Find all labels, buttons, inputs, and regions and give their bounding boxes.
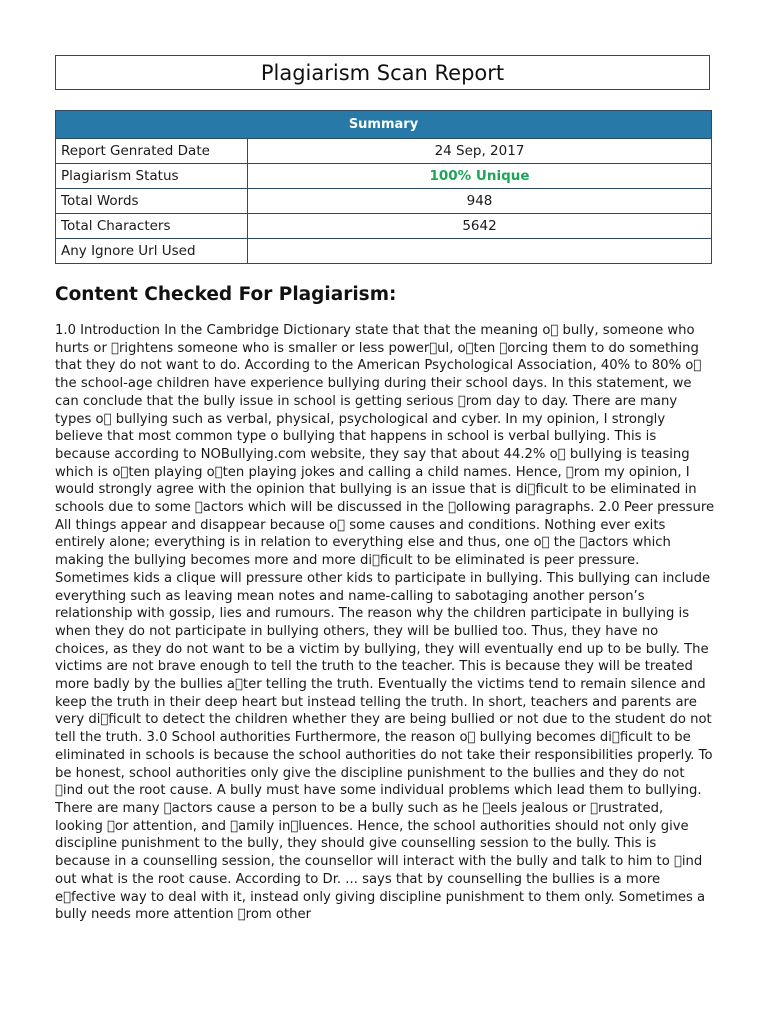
summary-label: Report Genrated Date [56,139,248,164]
summary-row-characters [56,214,712,239]
summary-label: Total Characters [56,214,248,239]
summary-label: Any Ignore Url Used [56,239,248,264]
ignore-url-value [248,239,712,264]
content-body: 1.0 Introduction In the Cambridge Dictionary state that that the meaning o  bully, someone who hurts or  rightens someone who is smaller or less power ul, o ten  orcing them to do something that they do not want to do. According to the American Psychological Association, 40% to 80% o  the school-age children have experience bullying during their school days. In this statement, we can conclude that the bully issue in school is getting serious  rom day to day. There are many types o  bullying such as verbal, physical, psychological and cyber. In my opinion, I strongly believe that most common type o bullying that happens in school is verbal bullying. This is because according to NOBullying.com website, they say that about 44.2% o  bullying is teasing which is o ten playing o ten playing jokes and calling a child names. Hence,  rom my opinion, I would strongly agree with the opinion that bullying is an issue that is di ficult to be eliminated in schools due to some  actors which will be discussed in the  ollowing paragraphs. 2.0 Peer pressure All things appear and disappear because o  some causes and conditions. Nothing ever exits entirely alone; everything is in relation to everything else and thus, one o  the  actors which making the bullying becomes more and more di ficult to be eliminated is peer pressure. Sometimes kids a clique will pressure other kids to participate in bullying. This bullying can include everything such as leaving mean notes and name-calling to sabotaging another person’s relationship with gossip, lies and rumours. The reason why the children participate in bullying is when they do not participate in bullying others, they will be bullied too. Thus, they have no choices, as they do not want to be a victim by bullying, they will eventually end up to be bully. The victims are not brave enough to tell the truth to the teacher. This is because they will be treated more badly by the bullies a ter telling the truth. Eventually the victims tend to remain silence and keep the truth in their deep heart but instead telling the truth. In short, teachers and parents are very di ficult to detect the children whether they are being bullied or not due to the student do not tell the truth. 3.0 School authorities Furthermore, the reason o  bullying becomes di ficult to be eliminated in schools is because the school authorities do not take their responsibilities properly. To be honest, school authorities only give the discipline punishment to the bullies and they do not  ind out the root cause. A bully must have some individual problems which lead them to bullying. There are many  actors cause a person to be a bully such as he  eels jealous or  rustrated, looking  or attention, and  amily in luences. Hence, the school authorities should not only give discipline punishment to the bully, they should give counselling session to the bully. This is because in a counselling session, the counsellor will interact with the bully and talk to him to  ind out what is the root cause. According to Dr. ... says that by counselling the bullies is a more e fective way to deal with it, instead only giving discipline punishment to them only. Sometimes a bully needs more attention  rom other [55,323,715,923]
summary-table [55,110,712,264]
total-characters-value: 5642 [248,214,712,239]
total-words-value: 948 [248,189,712,214]
summary-row-words [56,189,712,214]
report-date-value: 24 Sep, 2017 [248,139,712,164]
summary-row-status [56,164,712,189]
content-heading: Content Checked For Plagiarism: [55,284,397,305]
summary-row-date [56,139,712,164]
plagiarism-status-value: 100% Unique [248,164,712,189]
report-title: Plagiarism Scan Report [55,55,710,90]
summary-label: Plagiarism Status [56,164,248,189]
summary-header: Summary [56,111,712,139]
summary-label: Total Words [56,189,248,214]
summary-row-ignore-url [56,239,712,264]
